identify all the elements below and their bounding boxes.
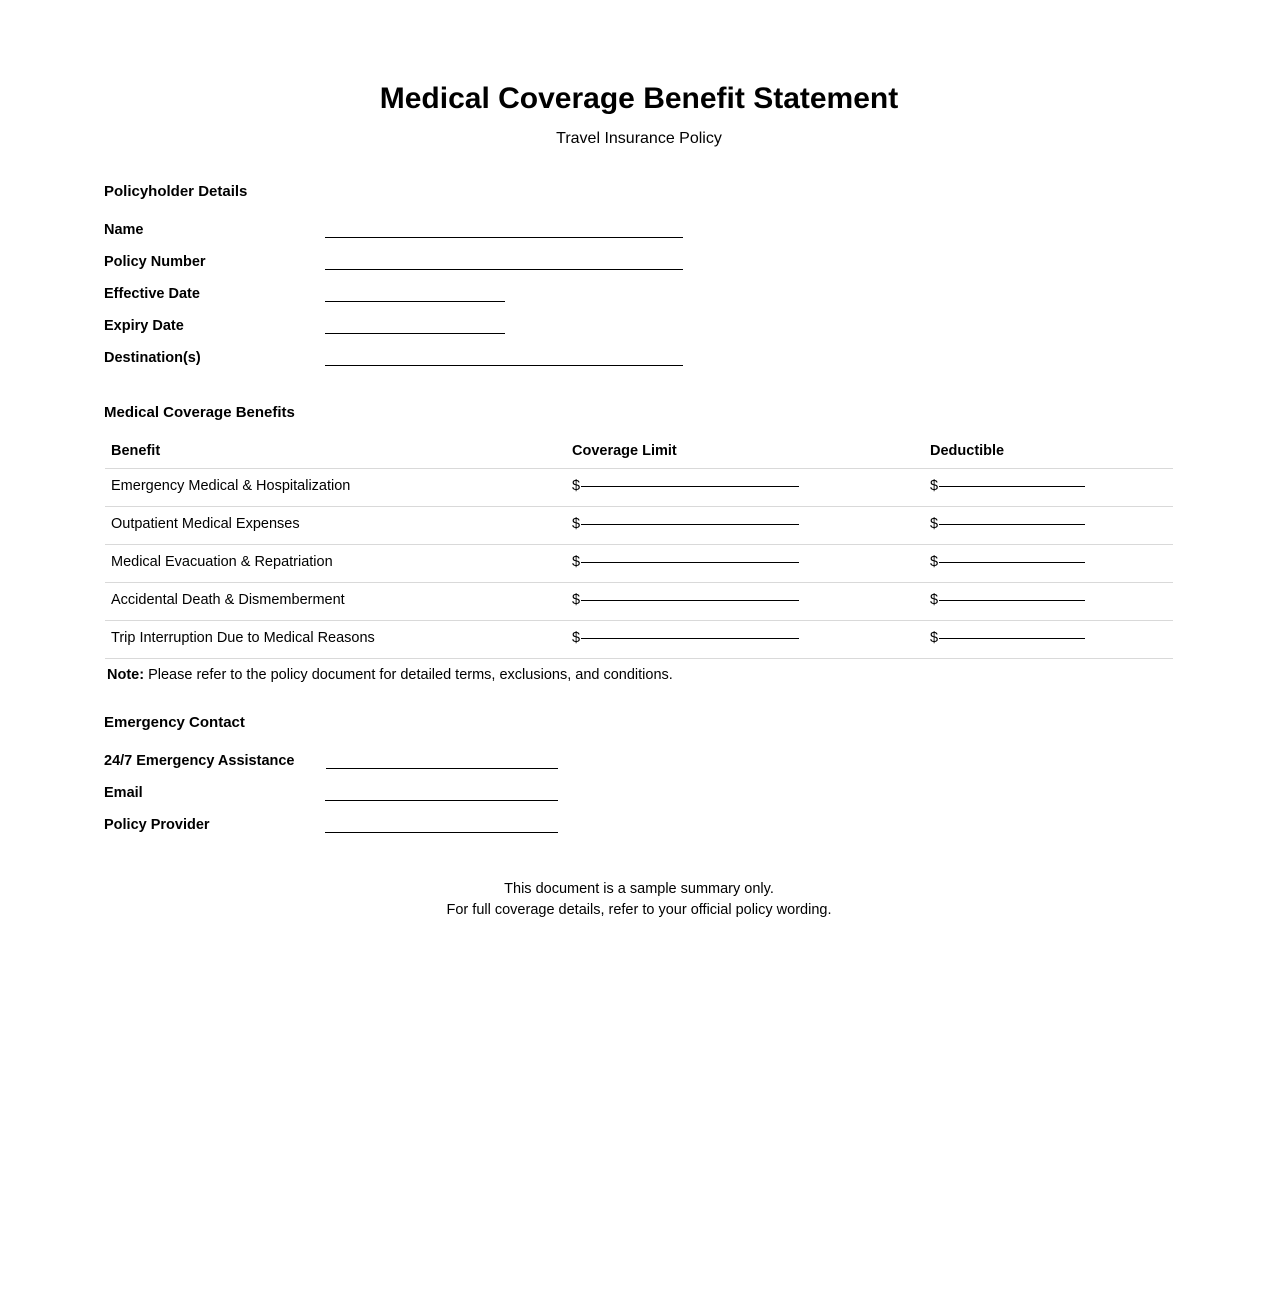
coverage-limit-rule[interactable] (581, 524, 799, 525)
coverage-limit-input[interactable] (572, 469, 799, 503)
deductible-rule[interactable] (939, 562, 1085, 563)
label-expiry-date: Expiry Date (104, 318, 184, 334)
deductible-input[interactable] (930, 469, 1085, 503)
table-row (105, 469, 1173, 507)
column-header-deductible: Deductible (930, 443, 1005, 459)
coverage-limit-rule[interactable] (581, 562, 799, 563)
page-title: Medical Coverage Benefit Statement (379, 82, 899, 115)
input-expiry-date[interactable] (325, 333, 505, 334)
currency-symbol: $ (930, 516, 939, 532)
deductible-rule[interactable] (939, 600, 1085, 601)
table-row (105, 621, 1173, 659)
deductible-input[interactable] (930, 621, 1085, 655)
coverage-limit-rule[interactable] (581, 486, 799, 487)
footer-line-1: This document is a sample summary only. (504, 881, 774, 897)
currency-symbol: $ (572, 592, 581, 608)
coverage-limit-rule[interactable] (581, 638, 799, 639)
input-effective-date[interactable] (325, 301, 505, 302)
coverage-limit-input[interactable] (572, 545, 799, 579)
input-email[interactable] (325, 800, 558, 801)
benefits-table (105, 440, 1173, 659)
label-policy-number: Policy Number (104, 254, 206, 270)
label-emergency-assistance: 24/7 Emergency Assistance (104, 753, 295, 769)
benefit-name: Accidental Death & Dismemberment (111, 592, 345, 608)
label-effective-date: Effective Date (104, 286, 200, 302)
label-destinations: Destination(s) (104, 350, 201, 366)
input-destinations[interactable] (325, 365, 683, 366)
document-footer (0, 879, 1278, 921)
note-label: Note: (107, 667, 145, 683)
currency-symbol: $ (572, 630, 581, 646)
footer-line-2: For full coverage details, refer to your official policy wording. (446, 902, 832, 918)
input-emergency-assistance[interactable] (326, 768, 558, 769)
medical-coverage-benefits-heading: Medical Coverage Benefits (104, 404, 295, 421)
currency-symbol: $ (572, 478, 581, 494)
note-text: Please refer to the policy document for detailed terms, exclusions, and conditions. (148, 667, 673, 683)
currency-symbol: $ (572, 516, 581, 532)
label-name: Name (104, 222, 144, 238)
coverage-limit-input[interactable] (572, 621, 799, 655)
deductible-input[interactable] (930, 507, 1085, 541)
currency-symbol: $ (572, 554, 581, 570)
currency-symbol: $ (930, 554, 939, 570)
input-policy-provider[interactable] (325, 832, 558, 833)
emergency-contact-heading: Emergency Contact (104, 714, 245, 731)
deductible-rule[interactable] (939, 524, 1085, 525)
benefits-note (107, 665, 673, 685)
deductible-input[interactable] (930, 583, 1085, 617)
benefit-name: Trip Interruption Due to Medical Reasons (111, 630, 375, 646)
currency-symbol: $ (930, 478, 939, 494)
table-row (105, 583, 1173, 621)
table-row (105, 545, 1173, 583)
page-subtitle: Travel Insurance Policy (556, 130, 722, 147)
coverage-limit-input[interactable] (572, 583, 799, 617)
currency-symbol: $ (930, 592, 939, 608)
deductible-rule[interactable] (939, 486, 1085, 487)
coverage-limit-rule[interactable] (581, 600, 799, 601)
currency-symbol: $ (930, 630, 939, 646)
column-header-benefit: Benefit (111, 443, 161, 459)
input-name[interactable] (325, 237, 683, 238)
label-email: Email (104, 785, 143, 801)
deductible-rule[interactable] (939, 638, 1085, 639)
benefit-name: Medical Evacuation & Repatriation (111, 554, 333, 570)
label-policy-provider: Policy Provider (104, 817, 210, 833)
coverage-limit-input[interactable] (572, 507, 799, 541)
benefit-name: Emergency Medical & Hospitalization (111, 478, 351, 494)
input-policy-number[interactable] (325, 269, 683, 270)
table-row (105, 507, 1173, 545)
table-header-row (105, 440, 1173, 469)
column-header-coverage-limit: Coverage Limit (572, 443, 677, 459)
deductible-input[interactable] (930, 545, 1085, 579)
policyholder-details-heading: Policyholder Details (104, 183, 248, 200)
benefit-name: Outpatient Medical Expenses (111, 516, 300, 532)
